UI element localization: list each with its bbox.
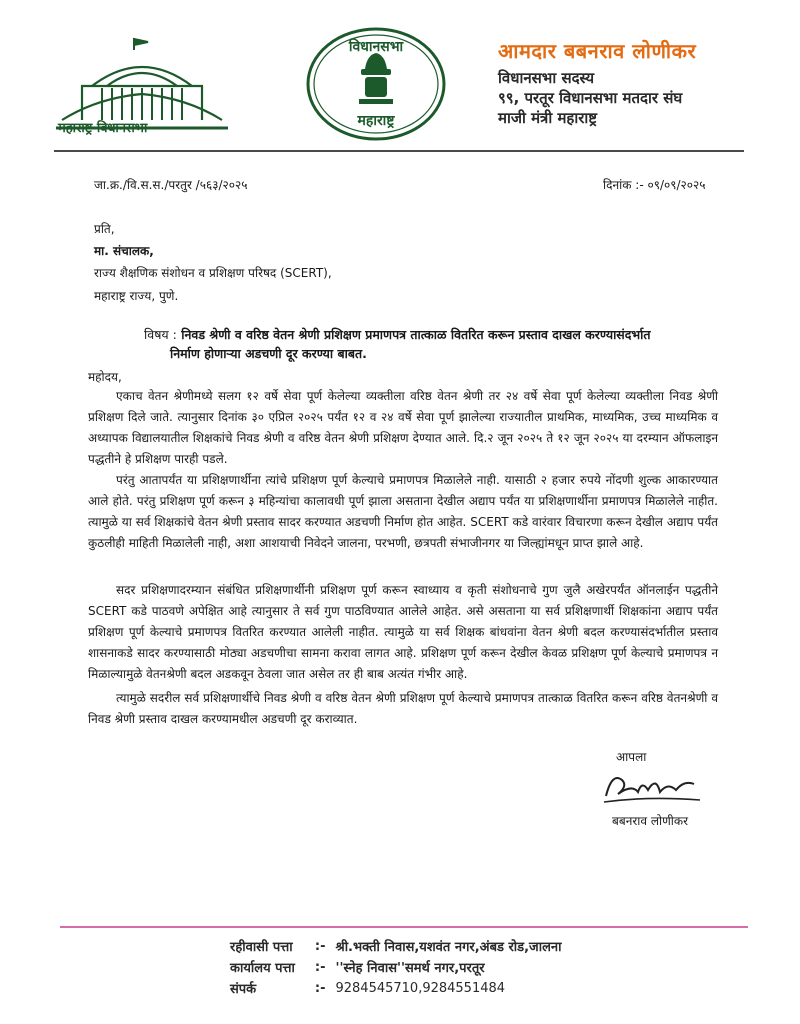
mla-former-minister: माजी मंत्री महाराष्ट्र — [498, 109, 598, 127]
assembly-emblem — [303, 25, 449, 143]
subject-line-1: निवड श्रेणी व वरिष्ठ वेतन श्रेणी प्रशिक्षण प्रमाणपत्र तात्काळ वितरित करून प्रस्ताव दाखल करण्यासंदर्भात — [181, 327, 651, 342]
recipient-place: महाराष्ट्र राज्य, पुणे. — [94, 289, 179, 303]
contact-separator: :- — [314, 981, 326, 996]
office-separator: :- — [314, 960, 326, 975]
letter-date: दिनांक :- ०९/०९/२०२५ — [603, 178, 706, 192]
footer-contact-table — [230, 936, 567, 999]
to-prefix: प्रति, — [94, 222, 115, 236]
body-paragraph-2: परंतु आतापर्यंत या प्रशिक्षणार्थीना त्यांचे प्रशिक्षण पूर्ण केल्याचे प्रमाणपत्र मिळालेले नाही. यासाठी २ हजार रुपये नोंदणी शुल्क आकारण्यात आले होते. परंतु प्रशिक्षण पूर्ण करून ३ महिन्यांचा कालावधी पूर्ण झाला असताना देखील अद्याप पर्यंत या प्रशिक्षणार्थीना प्रमाणपत्र मिळालेले नाहीत. त्यामुळे या सर्व शिक्षकांचे वेतन श्रेणी प्रस्ताव सादर करण्यात अडचणी निर्माण होत आहेत. SCERT कडे वारंवार विचारणा करून देखील अद्याप पर्यंत कुठलीही माहिती मिळालेली नाही, अशा आशयाची निवेदने जालना, परभणी, छत्रपती संभाजीनगर या जिल्ह्यांमधून प्राप्त झाले आहे. — [88, 473, 718, 550]
assembly-caption: महाराष्ट्र विधानसभा — [58, 121, 148, 136]
body-paragraph-1: एकाच वेतन श्रेणीमध्ये सलग १२ वर्षे सेवा पूर्ण केलेल्या व्यक्तीला वरिष्ठ वेतन श्रेणी तर २४ वर्षे सेवा पूर्ण केलेल्या व्यक्तीला निवड श्रेणी प्रशिक्षण दिले जाते. त्यानुसार दिनांक ३० एप्रिल २०२५ पर्यंत १२ व २४ वर्षे सेवा पूर्ण झालेल्या राज्यातील प्राथमिक, माध्यमिक, उच्च माध्यमिक व अध्यापक विद्यालयातील शिक्षकांचे निवड श्रेणी व वरिष्ठ वेतन श्रेणी प्रशिक्षण देण्यात आले. दि.२ जून २०२५ ते १२ जून २०२५ या दरम्यान ऑफलाइन पद्धतीने हे प्रशिक्षण पारही पडले. — [88, 389, 718, 466]
footer-row-office — [230, 957, 567, 978]
body-paragraph-3: सदर प्रशिक्षणादरम्यान संबंधित प्रशिक्षणार्थीनी प्रशिक्षण पूर्ण करून स्वाध्याय व कृती संशोधनाचे गुण जुलै अखेरपर्यंत ऑनलाईन पद्धतीने SCERT कडे पाठवणे अपेक्षित आहे त्यानुसार ते सर्व गुण पाठविण्यात आलेले आहेत. असे असताना या सर्व प्रशिक्षणार्थी शिक्षकांना अद्याप पर्यंत प्रशिक्षण पूर्ण केल्याचे प्रमाणपत्र वितरित करण्यात आलेली नाहीत. त्यामुळे या सर्व शिक्षक बांधवांना वेतन श्रेणी बदल करण्यासंदर्भातील प्रस्ताव शासनाकडे सादर करण्यासाठी मोठ्या अडचणीचा सामना करावा लागत आहे. प्रशिक्षण पूर्ण करून देखील केवळ प्रशिक्षण पूर्ण केल्याचे प्रमाणपत्र न मिळाल्यामुळे वेतनश्रेणी बदल अडकवून ठेवला जात असेल तर ही बाब अत्यंत गंभीर आहे. — [88, 583, 718, 681]
salutation: महोदय, — [88, 370, 122, 384]
signatory-name: बबनराव लोणीकर — [612, 814, 689, 828]
recipient-title: मा. संचालक, — [94, 244, 154, 258]
subject — [94, 325, 694, 364]
office-label: कार्यालय पत्ता — [230, 961, 295, 976]
closing: आपला — [616, 750, 647, 764]
residence-address: श्री.भक्ती निवास,यशवंत नगर,अंबड रोड,जालना — [335, 940, 562, 955]
footer-row-contact — [230, 978, 567, 999]
emblem-text-bottom: महाराष्ट्र — [357, 113, 395, 129]
body-paragraph-4: त्यामुळे सदरील सर्व प्रशिक्षणार्थीचे निवड श्रेणी व वरिष्ठ वेतन श्रेणी प्रशिक्षण पूर्ण केल्याचे प्रमाणपत्र तात्काळ वितरित करून वरिष्ठ वेतनश्रेणी व निवड श्रेणी प्रस्ताव दाखल करण्यामधील अडचणी दूर कराव्यात. — [88, 691, 718, 726]
subject-line-2: निर्माण होणाऱ्या अडचणी दूर करण्या बाबत. — [170, 346, 367, 362]
emblem-text-top: विधानसभा — [348, 39, 404, 55]
subject-label: विषय : — [144, 327, 177, 342]
contact-label: संपर्क — [230, 982, 257, 997]
contact-numbers: 9284545710,9284551484 — [335, 980, 506, 996]
footer-divider — [60, 926, 748, 928]
recipient-organisation: राज्य शैक्षणिक संशोधन व प्रशिक्षण परिषद (SCERT), — [94, 266, 332, 280]
mla-constituency: ९९, परतूर विधानसभा मतदार संघ — [498, 89, 683, 107]
footer-row-residence — [230, 936, 567, 957]
handwritten-signature — [598, 762, 708, 812]
office-address: ''स्नेह निवास''समर्थ नगर,परतूर — [335, 961, 485, 976]
reference-number: जा.क्र./वि.स.स./परतुर /५६३/२०२५ — [94, 178, 248, 192]
mla-designation: विधानसभा सदस्य — [498, 69, 595, 87]
residence-separator: :- — [314, 939, 326, 954]
header-divider — [54, 150, 744, 152]
mla-name: आमदार बबनराव लोणीकर — [498, 39, 697, 63]
residence-label: रहीवासी पत्ता — [230, 940, 293, 955]
